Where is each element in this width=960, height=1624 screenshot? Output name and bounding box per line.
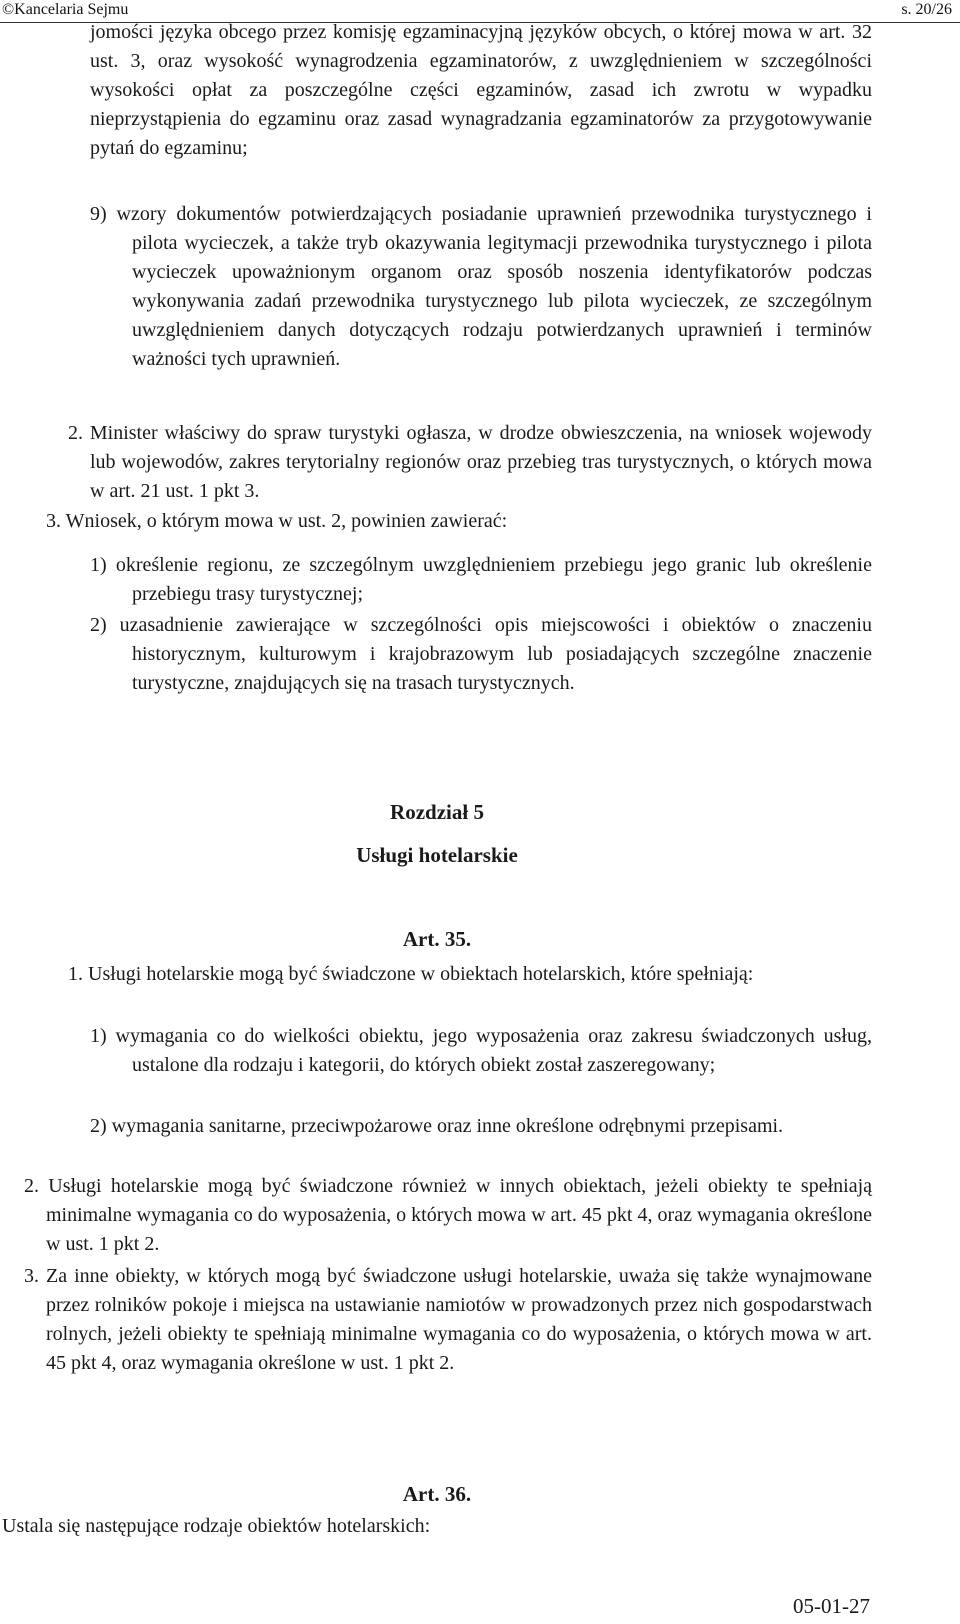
article-35-ust-2: 2. Usługi hotelarskie mogą być świadczone również w innych obiektach, jeżeli obiekty te spełniają minimalne wymagania co do wyposażenia, o których mowa w art. 45 pkt 4, oraz wymagania określone w ust. 1 pkt 2. <box>24 1175 872 1255</box>
article-35-ust1-point-1: 1) wymagania co do wielkości obiektu, jego wyposażenia oraz zakresu świadczonych usług, ustalone dla rodzaju i kategorii, do których obiekt został zaszeregowany; <box>90 1025 872 1076</box>
chapter-title: Usługi hotelarskie <box>356 843 518 867</box>
header-source: ©Kancelaria Sejmu <box>2 1 129 18</box>
point-9: 9) wzory dokumentów potwierdzających posiadanie uprawnień przewodnika turystycznego i pilota wycieczek, a także tryb okazywania legitymacji przewodnika turystycznego i pilota wycieczek upoważnionym organom oraz sposób noszenia identyfikatorów podczas wykonywania zadań przewodnika turystycznego lub pilota wycieczek, ze szczególnym uwzględnieniem danych dotyczących rodzaju potwierdzanych uprawnień i terminów ważności tych uprawnień. <box>90 203 872 370</box>
point-ust3-1: 1) określenie regionu, ze szczególnym uwzględnieniem przebiegu jego granic lub określenie przebiegu trasy turystycznej; <box>90 554 872 605</box>
chapter-number: Rozdział 5 <box>390 800 484 824</box>
point-ust3-2: 2) uzasadnienie zawierające w szczególności opis miejscowości i obiektów o znaczeniu historycznym, kulturowym i krajobrazowym lub posiadających szczególne znaczenie turystyczne, znajdujących się na trasach turystycznych. <box>90 614 872 694</box>
paragraph-ust-3: 3. Wniosek, o którym mowa w ust. 2, powinien zawierać: <box>46 510 508 532</box>
article-35-ust-3: 3. Za inne obiekty, w których mogą być świadczone usługi hotelarskie, uważa się także wynajmowane przez rolników pokoje i miejsca na ustawianie namiotów w prowadzonych przez nich gospodarstwach rolnych, jeżeli obiekty te spełniają minimalne wymagania co do wyposażenia, o których mowa w art. 45 pkt 4, oraz wymagania określone w ust. 1 pkt 2. <box>24 1265 872 1374</box>
article-35-heading: Art. 35. <box>402 927 472 951</box>
paragraph-continuation: jomości języka obcego przez komisję egzaminacyjną języków obcych, o której mowa w art. 32 ust. 3, oraz wysokość wynagrodzenia egzaminatorów, z uwzględnieniem w szczególności wysokości opłat za poszczególne części egzaminów, zasad ich zwrotu w wypadku nieprzystąpienia do egzaminu oraz zasad wynagradzania egzaminatorów za przygotowywanie pytań do egzaminu; <box>90 21 872 159</box>
article-35-ust-1: 1. Usługi hotelarskie mogą być świadczone w obiektach hotelarskich, które spełniają: <box>68 963 754 985</box>
footer-date: 05-01-27 <box>793 1594 870 1618</box>
article-35-ust1-point-2: 2) wymagania sanitarne, przeciwpożarowe oraz inne określone odrębnymi przepisami. <box>90 1115 784 1137</box>
paragraph-ust-2: 2. Minister właściwy do spraw turystyki ogłasza, w drodze obwieszczenia, na wniosek wojewody lub wojewodów, zakres terytorialny regionów oraz przebieg tras turystycznych, o których mowa w art. 21 ust. 1 pkt 3. <box>68 422 872 502</box>
page-number: s. 20/26 <box>901 1 952 18</box>
article-36-heading: Art. 36. <box>402 1482 472 1506</box>
article-36-intro: Ustala się następujące rodzaje obiektów hotelarskich: <box>2 1515 431 1537</box>
